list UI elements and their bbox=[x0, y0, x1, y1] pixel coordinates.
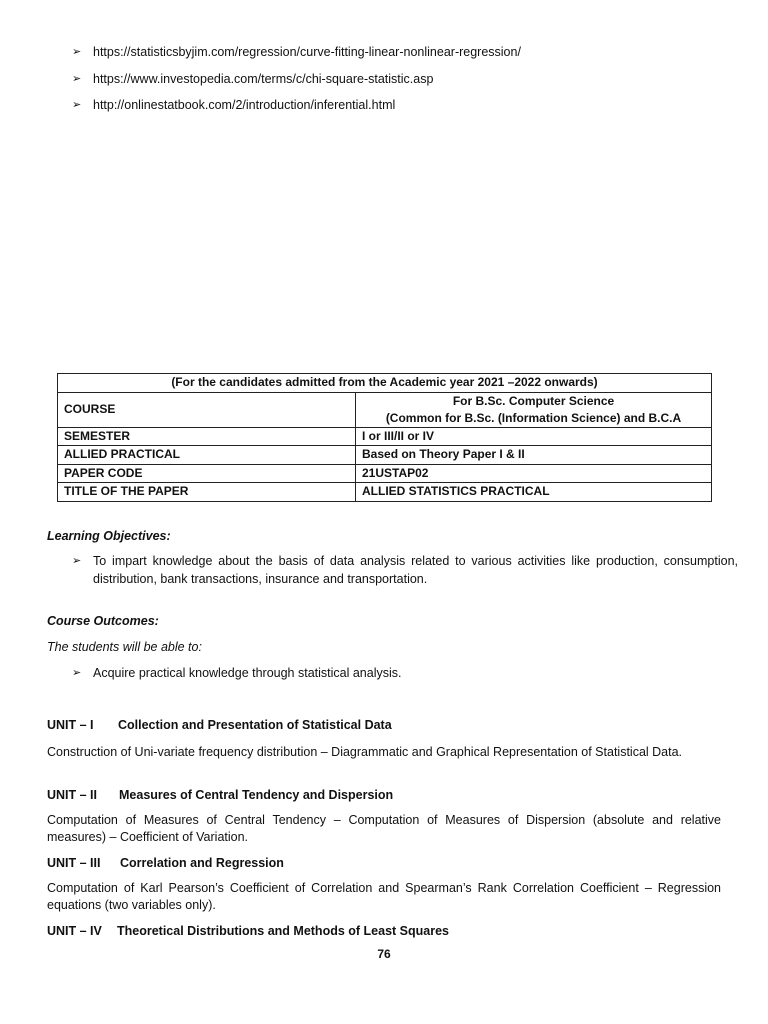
unit-number: UNIT – IV bbox=[47, 924, 102, 938]
row-value: I or III/II or IV bbox=[356, 427, 712, 446]
unit-content: Computation of Measures of Central Tendency – Computation of Measures of Dispersion (absolute and relative measures) – Coefficient of Variation. bbox=[47, 813, 721, 844]
outcome-text: Acquire practical knowledge through statistical analysis. bbox=[93, 666, 402, 680]
course-outcomes-heading: Course Outcomes: bbox=[47, 614, 159, 628]
unit-number: UNIT – I bbox=[47, 718, 94, 732]
row-value: Based on Theory Paper I & II bbox=[356, 446, 712, 465]
course-value bbox=[356, 392, 712, 427]
unit-title: Collection and Presentation of Statistical Data bbox=[118, 718, 392, 732]
table-row bbox=[58, 446, 712, 465]
row-label: TITLE OF THE PAPER bbox=[58, 483, 356, 502]
table-row bbox=[58, 427, 712, 446]
course-value-line: (Common for B.Sc. (Information Science) and B.C.A bbox=[385, 410, 682, 425]
unit-title: Measures of Central Tendency and Dispersion bbox=[119, 788, 394, 802]
table-header-row bbox=[58, 374, 712, 393]
unit-title: Correlation and Regression bbox=[120, 856, 284, 870]
unit-number: UNIT – II bbox=[47, 788, 98, 802]
unit-heading bbox=[47, 717, 392, 734]
row-value: ALLIED STATISTICS PRACTICAL bbox=[356, 483, 712, 502]
row-label: ALLIED PRACTICAL bbox=[58, 446, 356, 465]
arrow-bullet-icon: ➢ bbox=[72, 667, 82, 679]
arrow-bullet-icon: ➢ bbox=[72, 73, 82, 85]
arrow-bullet-icon: ➢ bbox=[72, 46, 82, 58]
unit-heading bbox=[47, 923, 449, 940]
objective-item bbox=[72, 553, 738, 588]
row-value: 21USTAP02 bbox=[356, 464, 712, 483]
course-value-line: For B.Sc. Computer Science bbox=[452, 393, 615, 408]
unit-heading bbox=[47, 787, 393, 804]
reference-link-item bbox=[72, 97, 395, 114]
table-header: (For the candidates admitted from the Academic year 2021 –2022 onwards) bbox=[58, 374, 712, 393]
outcome-item bbox=[72, 665, 402, 682]
table-row bbox=[58, 392, 712, 427]
reference-link-item bbox=[72, 71, 433, 88]
course-label: COURSE bbox=[58, 392, 356, 427]
unit-title: Theoretical Distributions and Methods of Least Squares bbox=[117, 924, 449, 938]
unit-content: Computation of Karl Pearson’s Coefficient of Correlation and Spearman’s Rank Correlation Coefficient – Regression equations (two variables only). bbox=[47, 881, 721, 912]
learning-objectives-heading: Learning Objectives: bbox=[47, 529, 171, 543]
table-row bbox=[58, 464, 712, 483]
table-row bbox=[58, 483, 712, 502]
reference-link[interactable]: http://onlinestatbook.com/2/introduction/inferential.html bbox=[93, 98, 396, 112]
reference-link[interactable]: https://statisticsbyjim.com/regression/curve-fitting-linear-nonlinear-regression/ bbox=[93, 45, 521, 59]
objective-text: To impart knowledge about the basis of data analysis related to various activities like production, consumption, distribution, bank transactions, insurance and transportation. bbox=[93, 554, 738, 586]
arrow-bullet-icon: ➢ bbox=[72, 555, 82, 567]
reference-link[interactable]: https://www.investopedia.com/terms/c/chi-square-statistic.asp bbox=[93, 72, 434, 86]
course-outcomes-intro: The students will be able to: bbox=[47, 640, 202, 654]
arrow-bullet-icon: ➢ bbox=[72, 99, 82, 111]
unit-content: Construction of Uni-variate frequency distribution – Diagrammatic and Graphical Representation of Statistical Data. bbox=[47, 745, 683, 759]
page-number: 76 bbox=[377, 947, 391, 961]
course-info-table bbox=[57, 373, 712, 502]
row-label: PAPER CODE bbox=[58, 464, 356, 483]
row-label: SEMESTER bbox=[58, 427, 356, 446]
reference-link-item bbox=[72, 44, 521, 61]
unit-number: UNIT – III bbox=[47, 856, 101, 870]
unit-heading bbox=[47, 855, 284, 872]
